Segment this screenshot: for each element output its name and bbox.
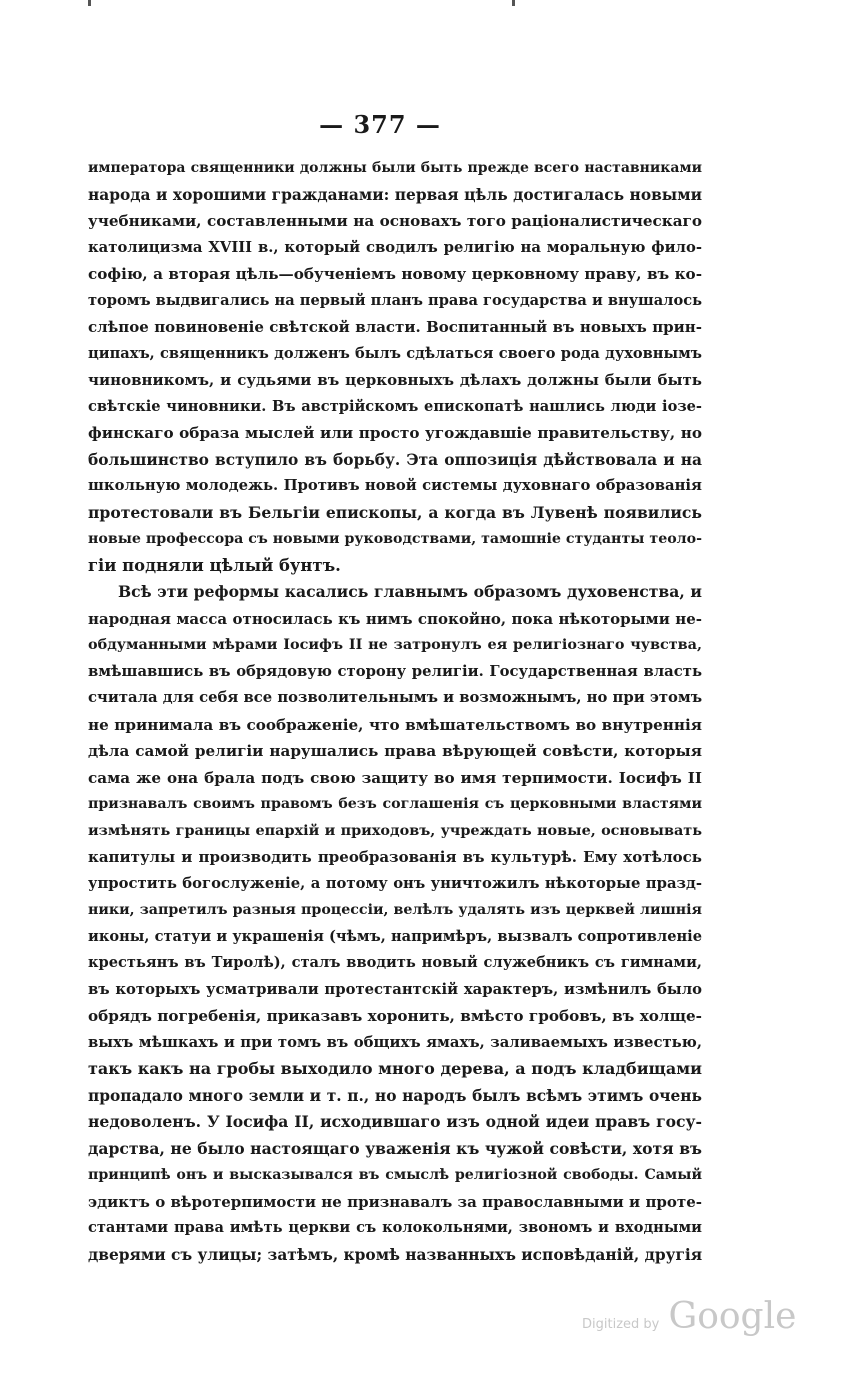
text-line: народная масса относилась къ нимъ спокойно, пока нѣкоторыми не-: [88, 609, 702, 628]
text-line: недоволенъ. У Іосифа II, исходившаго изъ одной идеи правъ госу-: [88, 1112, 702, 1131]
text-line: императора священники должны были быть прежде всего наставниками: [88, 160, 702, 176]
text-line: въ которыхъ усматривали протестантскій характеръ, измѣнилъ было: [88, 980, 702, 998]
text-line: эдиктъ о вѣротерпимости не признавалъ за православными и проте-: [88, 1192, 702, 1211]
text-line: школьную молодежь. Противъ новой системы духовнаго образованія: [88, 477, 702, 494]
google-logo: Google: [668, 1296, 797, 1337]
text-line: новые профессора съ новыми руководствами, тамошніе студанты теоло-: [88, 531, 703, 547]
digitized-by-google-watermark: [582, 1296, 796, 1337]
body-text: [88, 155, 702, 1268]
text-line: пропадало много земли и т. п., но народъ былъ всѣмъ этимъ очень: [88, 1086, 702, 1105]
text-line: свѣтскіе чиновники. Въ австрійскомъ епископатѣ нашлись люди іозе-: [88, 397, 702, 415]
text-line: финскаго образа мыслей или просто угождавшіе правительству, но: [88, 424, 702, 442]
text-line: дверями съ улицы; затѣмъ, кромѣ названныхъ исповѣданій, другія: [88, 1245, 703, 1264]
page-number: — 377 —: [319, 110, 441, 139]
text-line: католицизма XVIII в., который сводилъ религію на моральную фило-: [88, 238, 702, 256]
text-line: не принимала въ соображеніе, что вмѣшательствомъ во внутреннія: [88, 715, 702, 734]
text-line: капитулы и производить преобразованія въ культурѣ. Ему хотѣлось: [88, 848, 702, 866]
text-line: считала для себя все позволительнымъ и возможнымъ, но при этомъ: [88, 689, 703, 706]
text-line: большинство вступило въ борьбу. Эта оппозиція дѣйствовала и на: [88, 450, 702, 469]
text-line: принципѣ онъ и высказывался въ смыслѣ религіозной свободы. Самый: [88, 1167, 702, 1183]
top-edge-mark: [88, 0, 91, 6]
text-line: слѣпое повиновеніе свѣтской власти. Воспитанный въ новыхъ прин-: [88, 318, 702, 336]
text-line: такъ какъ на гробы выходило много дерева, а подъ кладбищами: [88, 1059, 702, 1078]
text-line: крестьянъ въ Тиролѣ), сталъ вводить новый служебникъ съ гимнами,: [88, 954, 702, 971]
text-line: учебниками, составленными на основахъ того раціоналистическаго: [88, 212, 702, 230]
text-line: обрядъ погребенія, приказавъ хоронить, вмѣсто гробовъ, въ холще-: [88, 1007, 702, 1025]
text-line: гіи подняли цѣлый бунтъ.: [88, 555, 341, 575]
text-line: выхъ мѣшкахъ и при томъ въ общихъ ямахъ, заливаемыхъ известью,: [88, 1033, 702, 1051]
text-line: чиновникомъ, и судьями въ церковныхъ дѣлахъ должны были быть: [88, 371, 702, 389]
text-line: измѣнять границы епархій и приходовъ, учреждать новые, основывать: [88, 821, 702, 839]
text-line: народа и хорошими гражданами: первая цѣль достигалась новыми: [88, 185, 702, 204]
text-line: стантами права имѣть церкви съ колокольнями, звономъ и входными: [88, 1219, 702, 1236]
top-edge-mark: [512, 0, 515, 6]
text-line: софію, а вторая цѣль—обученіемъ новому церковному праву, въ ко-: [88, 265, 702, 283]
text-line: дѣла самой религіи нарушались права вѣрующей совѣсти, которыя: [88, 742, 702, 760]
text-line: дарства, не было настоящаго уваженія къ чужой совѣсти, хотя въ: [88, 1138, 702, 1158]
text-line: иконы, статуи и украшенія (чѣмъ, напримѣръ, вызвалъ сопротивленіе: [88, 927, 702, 945]
text-line: обдуманными мѣрами Іосифъ II не затронулъ ея религіознаго чувства,: [88, 636, 702, 653]
text-line: ципахъ, священникъ долженъ былъ сдѣлаться своего рода духовнымъ: [88, 344, 702, 362]
text-line: упростить богослуженіе, а потому онъ уничтожилъ нѣкоторые празд-: [88, 874, 702, 892]
text-line: протестовали въ Бельгіи епископы, а когда въ Лувенѣ появились: [88, 502, 702, 522]
text-line: сама же она брала подъ свою защиту во имя терпимости. Іосифъ II: [88, 768, 702, 787]
text-line: торомъ выдвигались на первый планъ права государства и внушалось: [88, 291, 702, 309]
watermark-prefix: Digitized by: [582, 1317, 660, 1332]
text-line: Всѣ эти реформы касались главнымъ образомъ духовенства, и: [118, 582, 702, 601]
text-line: вмѣшавшись въ обрядовую сторону религіи. Государственная власть: [88, 662, 702, 680]
text-line: признавалъ своимъ правомъ безъ соглашенія съ церковными властями: [88, 796, 702, 812]
text-line: ники, запретилъ разныя процессіи, велѣлъ удалять изъ церквей лишнія: [88, 902, 702, 918]
